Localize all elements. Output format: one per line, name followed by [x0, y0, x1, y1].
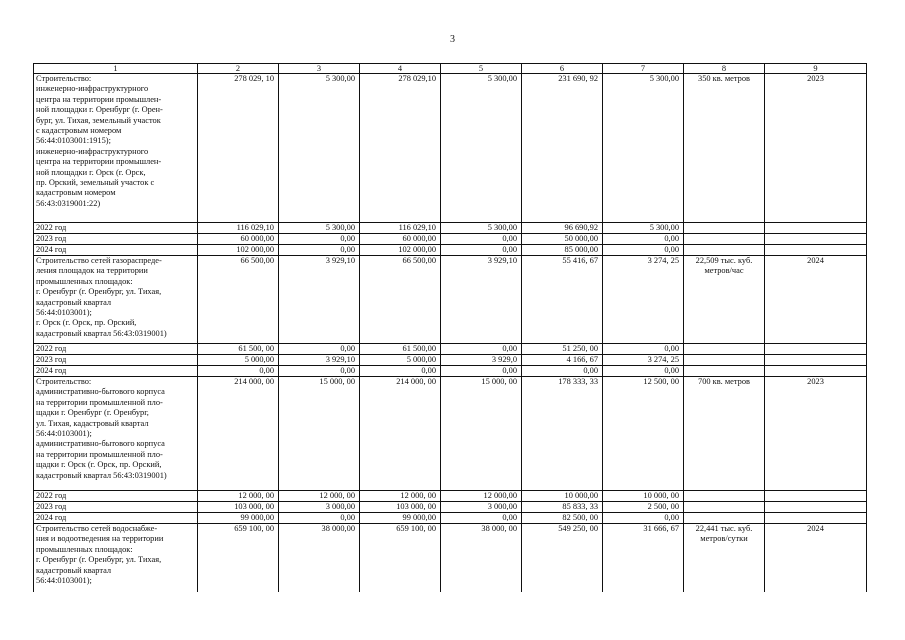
year-row: [34, 513, 867, 524]
column-number: 4: [360, 64, 441, 74]
amount-cell: 214 000, 00: [198, 377, 279, 491]
amount-cell: 0,00: [441, 513, 522, 524]
amount-cell: 38 000, 00: [441, 524, 522, 592]
completion-year-cell: 2023: [765, 74, 867, 223]
amount-cell: 12 500, 00: [603, 377, 684, 491]
completion-year-cell: [765, 355, 867, 366]
year-label: 2023 год: [34, 234, 198, 245]
capacity-cell: [684, 245, 765, 256]
project-description: Строительство сетей газораспреде- ления площадок на территории промышленных площадок: г. Оренбург (г. Оренбург, ул. Тихая, кадастровый квартал 56:44:0103001); г. Орск (г. Орск, пр. Орский, кадастровый квартал 56:43:0319001): [34, 256, 198, 344]
capacity-cell: 22,441 тыс. куб. метров/сутки: [684, 524, 765, 592]
amount-cell: 51 250, 00: [522, 344, 603, 355]
amount-cell: 3 274, 25: [603, 256, 684, 344]
amount-cell: 178 333, 33: [522, 377, 603, 491]
amount-cell: 3 000,00: [279, 502, 360, 513]
column-number: 1: [34, 64, 198, 74]
amount-cell: 214 000, 00: [360, 377, 441, 491]
column-number: 5: [441, 64, 522, 74]
amount-cell: 85 000,00: [522, 245, 603, 256]
amount-cell: 60 000,00: [360, 234, 441, 245]
year-label: 2023 год: [34, 502, 198, 513]
amount-cell: 659 100, 00: [198, 524, 279, 592]
column-number: 3: [279, 64, 360, 74]
capacity-cell: 700 кв. метров: [684, 377, 765, 491]
completion-year-cell: 2023: [765, 377, 867, 491]
amount-cell: 0,00: [279, 245, 360, 256]
amount-cell: 5 300,00: [279, 74, 360, 223]
amount-cell: 66 500,00: [360, 256, 441, 344]
year-label: 2022 год: [34, 344, 198, 355]
amount-cell: 10 000, 00: [603, 491, 684, 502]
amount-cell: 38 000,00: [279, 524, 360, 592]
year-row: [34, 502, 867, 513]
capacity-cell: [684, 355, 765, 366]
page-number: 3: [450, 34, 455, 45]
completion-year-cell: [765, 245, 867, 256]
amount-cell: 12 000, 00: [360, 491, 441, 502]
amount-cell: 2 500, 00: [603, 502, 684, 513]
amount-cell: 55 416, 67: [522, 256, 603, 344]
column-number: 9: [765, 64, 867, 74]
amount-cell: 10 000,00: [522, 491, 603, 502]
project-row: [34, 524, 867, 592]
amount-cell: 116 029,10: [198, 223, 279, 234]
amount-cell: 5 000,00: [360, 355, 441, 366]
amount-cell: 15 000, 00: [279, 377, 360, 491]
completion-year-cell: 2024: [765, 256, 867, 344]
year-row: [34, 245, 867, 256]
amount-cell: 102 000,00: [360, 245, 441, 256]
amount-cell: 659 100, 00: [360, 524, 441, 592]
year-label: 2023 год: [34, 355, 198, 366]
amount-cell: 103 000, 00: [360, 502, 441, 513]
amount-cell: 5 300,00: [603, 223, 684, 234]
column-number: 6: [522, 64, 603, 74]
amount-cell: 3 929,10: [441, 256, 522, 344]
capacity-cell: [684, 491, 765, 502]
year-label: 2024 год: [34, 245, 198, 256]
capacity-cell: [684, 234, 765, 245]
amount-cell: 0,00: [279, 513, 360, 524]
project-description: Строительство: административно-бытового корпуса на территории промышленной пло- щадки г. Оренбург (г. Оренбург, ул. Тихая, кадастровый квартал 56:44:0103001); административно-бытового корпуса на территории промышленной пло- щадки г. Орск (г. Орск, пр. Орский, кадастровый квартал 56:43:0319001): [34, 377, 198, 491]
amount-cell: 0,00: [603, 344, 684, 355]
amount-cell: 5 300,00: [441, 223, 522, 234]
completion-year-cell: [765, 491, 867, 502]
amount-cell: 0,00: [603, 245, 684, 256]
column-number: 7: [603, 64, 684, 74]
capacity-cell: [684, 223, 765, 234]
completion-year-cell: [765, 366, 867, 377]
amount-cell: 99 000,00: [198, 513, 279, 524]
amount-cell: 82 500, 00: [522, 513, 603, 524]
amount-cell: 96 690,92: [522, 223, 603, 234]
amount-cell: 4 166, 67: [522, 355, 603, 366]
amount-cell: 61 500, 00: [198, 344, 279, 355]
amount-cell: 3 000,00: [441, 502, 522, 513]
amount-cell: 0,00: [279, 366, 360, 377]
column-number: 2: [198, 64, 279, 74]
amount-cell: 0,00: [522, 366, 603, 377]
year-label: 2022 год: [34, 491, 198, 502]
amount-cell: 3 929,10: [279, 355, 360, 366]
project-row: [34, 377, 867, 491]
project-description: Строительство сетей водоснабже- ния и водоотведения на территории промышленных площадок: г. Оренбург (г. Оренбург, ул. Тихая, кадастровый квартал 56:44:0103001);: [34, 524, 198, 592]
year-row: [34, 491, 867, 502]
amount-cell: 3 929,10: [279, 256, 360, 344]
table-body: [34, 64, 867, 592]
amount-cell: 3 929,0: [441, 355, 522, 366]
amount-cell: 116 029,10: [360, 223, 441, 234]
year-row: [34, 223, 867, 234]
amount-cell: 60 000,00: [198, 234, 279, 245]
column-number: 8: [684, 64, 765, 74]
amount-cell: 278 029,10: [360, 74, 441, 223]
amount-cell: 0,00: [441, 366, 522, 377]
year-label: 2024 год: [34, 366, 198, 377]
amount-cell: 15 000, 00: [441, 377, 522, 491]
amount-cell: 5 300,00: [603, 74, 684, 223]
completion-year-cell: [765, 344, 867, 355]
amount-cell: 5 000,00: [198, 355, 279, 366]
amount-cell: 231 690, 92: [522, 74, 603, 223]
capacity-cell: 22,509 тыс. куб. метров/час: [684, 256, 765, 344]
amount-cell: 50 000,00: [522, 234, 603, 245]
capacity-cell: 350 кв. метров: [684, 74, 765, 223]
amount-cell: 12 000,00: [441, 491, 522, 502]
year-label: 2022 год: [34, 223, 198, 234]
amount-cell: 0,00: [441, 234, 522, 245]
completion-year-cell: 2024: [765, 524, 867, 592]
year-row: [34, 234, 867, 245]
amount-cell: 66 500,00: [198, 256, 279, 344]
capacity-cell: [684, 344, 765, 355]
completion-year-cell: [765, 502, 867, 513]
amount-cell: 0,00: [279, 344, 360, 355]
project-description: Строительство: инженерно-инфраструктурного центра на территории промышлен- ной площадки г. Оренбург (г. Орен- бург, ул. Тихая, земельный участок с кадастровым номером 56:44:0103001:1915); инженерно-инфраструктурного центра на территории промышлен- ной площадки г. Орск (г. Орск, пр. Орский, земельный участок с кадастровым номером 56:43:0319001:22): [34, 74, 198, 223]
amount-cell: 12 000, 00: [279, 491, 360, 502]
project-row: [34, 74, 867, 223]
amount-cell: 278 029, 10: [198, 74, 279, 223]
amount-cell: 85 833, 33: [522, 502, 603, 513]
completion-year-cell: [765, 513, 867, 524]
column-number-row: [34, 64, 867, 74]
amount-cell: 3 274, 25: [603, 355, 684, 366]
amount-cell: 103 000, 00: [198, 502, 279, 513]
amount-cell: 0,00: [603, 366, 684, 377]
amount-cell: 0,00: [603, 234, 684, 245]
amount-cell: 5 300,00: [279, 223, 360, 234]
year-row: [34, 355, 867, 366]
amount-cell: 0,00: [441, 344, 522, 355]
amount-cell: 0,00: [441, 245, 522, 256]
capacity-cell: [684, 366, 765, 377]
amount-cell: 61 500,00: [360, 344, 441, 355]
amount-cell: 102 000,00: [198, 245, 279, 256]
completion-year-cell: [765, 234, 867, 245]
amount-cell: 31 666, 67: [603, 524, 684, 592]
year-row: [34, 366, 867, 377]
amount-cell: 549 250, 00: [522, 524, 603, 592]
amount-cell: 5 300,00: [441, 74, 522, 223]
amount-cell: 12 000, 00: [198, 491, 279, 502]
capacity-cell: [684, 513, 765, 524]
amount-cell: 0,00: [279, 234, 360, 245]
capacity-cell: [684, 502, 765, 513]
completion-year-cell: [765, 223, 867, 234]
year-row: [34, 344, 867, 355]
year-label: 2024 год: [34, 513, 198, 524]
amount-cell: 99 000,00: [360, 513, 441, 524]
amount-cell: 0,00: [360, 366, 441, 377]
project-row: [34, 256, 867, 344]
investment-table: [33, 63, 867, 592]
amount-cell: 0,00: [198, 366, 279, 377]
amount-cell: 0,00: [603, 513, 684, 524]
